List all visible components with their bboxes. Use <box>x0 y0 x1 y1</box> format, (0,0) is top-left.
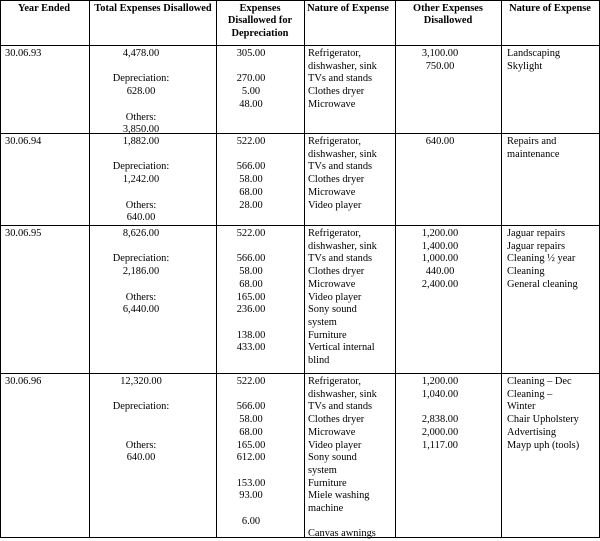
nature-cell: Canvas awnings <box>308 528 376 540</box>
nature-cell: Miele washing <box>308 490 370 502</box>
nature-cell: Refrigerator, <box>308 48 361 59</box>
nature-cell: Sony sound <box>308 304 357 316</box>
total-cell: 6,440.00 <box>122 304 160 316</box>
depreciation-cell: 165.00 <box>236 439 266 451</box>
nature-cell: Video player <box>308 291 362 303</box>
total-cell: 1,882.00 <box>122 136 160 147</box>
total-cell: 2,186.00 <box>122 266 160 278</box>
nature2-cell: Jaguar repairs <box>507 228 565 239</box>
depreciation-cell: 93.00 <box>239 490 263 502</box>
depreciation-cell: 522.00 <box>236 376 266 387</box>
depreciation-cell: 522.00 <box>236 228 266 239</box>
total-cell: Others: <box>125 111 157 123</box>
nature-cell: system <box>308 464 337 476</box>
other-cell: 2,838.00 <box>421 414 459 426</box>
nature2-cell: Cleaning <box>507 266 545 278</box>
nature-cell: Furniture <box>308 477 347 489</box>
header-nature-2: Nature of Expense <box>509 3 591 14</box>
depreciation-cell: 5.00 <box>241 86 261 98</box>
nature2-cell: Chair Upholstery <box>507 414 579 426</box>
other-cell: 440.00 <box>425 266 455 278</box>
other-cell: 1,200.00 <box>421 228 459 239</box>
depreciation-cell: 566.00 <box>236 161 266 173</box>
other-cell: 1,040.00 <box>421 388 459 400</box>
nature-cell: system <box>308 316 337 328</box>
nature2-cell: Skylight <box>507 60 543 72</box>
nature-cell: Vertical internal <box>308 342 375 354</box>
nature-cell: Microwave <box>308 98 356 110</box>
other-cell: 750.00 <box>425 60 455 72</box>
nature-cell: TVs and stands <box>308 161 373 173</box>
nature2-cell: Repairs and <box>507 136 557 147</box>
nature-cell: dishwasher, sink <box>308 60 377 72</box>
header-depreciation: Expenses Disallowed for Depreciation <box>227 3 293 39</box>
total-cell: Depreciation: <box>112 253 170 265</box>
total-cell: Others: <box>125 439 157 451</box>
depreciation-cell: 28.00 <box>239 199 263 211</box>
total-cell: 1,242.00 <box>122 174 160 186</box>
depreciation-cell: 138.00 <box>236 329 266 341</box>
depreciation-cell: 270.00 <box>236 73 266 85</box>
depreciation-cell: 305.00 <box>236 48 266 59</box>
nature-cell: Microwave <box>308 426 356 438</box>
nature-cell: Microwave <box>308 186 356 198</box>
nature-cell: Refrigerator, <box>308 228 361 239</box>
year-cell: 30.06.96 <box>5 376 42 387</box>
header-nature-1: Nature of Expense <box>307 3 389 14</box>
nature-cell: Sony sound <box>308 452 357 464</box>
year-cell: 30.06.94 <box>5 136 42 147</box>
header-other: Other Expenses Disallowed <box>413 3 483 27</box>
year-cell: 30.06.95 <box>5 228 42 239</box>
depreciation-cell: 522.00 <box>236 136 266 147</box>
depreciation-cell: 236.00 <box>236 304 266 316</box>
total-cell: 12,320.00 <box>120 376 162 387</box>
total-cell: Depreciation: <box>112 401 170 413</box>
nature2-cell: Winter <box>507 401 536 413</box>
nature-cell: Clothes dryer <box>308 414 365 426</box>
depreciation-cell: 612.00 <box>236 452 266 464</box>
nature2-cell: Cleaning ½ year <box>507 253 576 265</box>
total-cell: Depreciation: <box>112 73 170 85</box>
other-cell: 1,000.00 <box>421 253 459 265</box>
depreciation-cell: 58.00 <box>239 174 263 186</box>
depreciation-cell: 68.00 <box>239 426 263 438</box>
nature-cell: TVs and stands <box>308 253 373 265</box>
depreciation-cell: 433.00 <box>236 342 266 354</box>
nature-cell: Microwave <box>308 278 356 290</box>
nature-cell: Video player <box>308 439 362 451</box>
nature2-cell: Landscaping <box>507 48 561 59</box>
header-year: Year Ended <box>17 3 71 14</box>
total-cell: 640.00 <box>126 452 156 464</box>
total-cell: Others: <box>125 291 157 303</box>
nature-cell: dishwasher, sink <box>308 148 377 160</box>
nature2-cell: Advertising <box>507 426 557 438</box>
nature-cell: Refrigerator, <box>308 136 361 147</box>
nature-cell: Refrigerator, <box>308 376 361 387</box>
depreciation-cell: 68.00 <box>239 278 263 290</box>
depreciation-cell: 58.00 <box>239 266 263 278</box>
other-cell: 2,400.00 <box>421 278 459 290</box>
nature2-cell: General cleaning <box>507 278 578 290</box>
depreciation-cell: 58.00 <box>239 414 263 426</box>
header-total: Total Expenses Disallowed <box>94 3 212 14</box>
other-cell: 1,400.00 <box>421 240 459 252</box>
nature2-cell: Jaguar repairs <box>507 240 565 252</box>
depreciation-cell: 48.00 <box>239 98 263 110</box>
year-cell: 30.06.93 <box>5 48 42 59</box>
depreciation-cell: 68.00 <box>239 186 263 198</box>
nature-cell: Video player <box>308 199 362 211</box>
total-cell: 3,850.00 <box>122 124 160 136</box>
depreciation-cell: 153.00 <box>236 477 266 489</box>
nature-cell: Clothes dryer <box>308 266 365 278</box>
nature-cell: Clothes dryer <box>308 86 365 98</box>
nature-cell: Furniture <box>308 329 347 341</box>
nature-cell: blind <box>308 355 330 366</box>
total-cell: Depreciation: <box>112 161 170 173</box>
nature-cell: dishwasher, sink <box>308 388 377 400</box>
depreciation-cell: 165.00 <box>236 291 266 303</box>
total-cell: 628.00 <box>126 86 156 98</box>
other-cell: 2,000.00 <box>421 426 459 438</box>
total-cell: 4,478.00 <box>122 48 160 59</box>
other-cell: 1,117.00 <box>422 439 458 451</box>
other-cell: 640.00 <box>425 136 455 147</box>
nature2-cell: Mayp uph (tools) <box>507 439 580 451</box>
nature-cell: Clothes dryer <box>308 174 365 186</box>
total-cell: Others: <box>125 199 157 211</box>
depreciation-cell: 6.00 <box>241 515 261 527</box>
other-cell: 3,100.00 <box>421 48 459 59</box>
nature-cell: TVs and stands <box>308 401 373 413</box>
depreciation-cell: 566.00 <box>236 253 266 265</box>
nature2-cell: maintenance <box>507 148 560 160</box>
nature-cell: TVs and stands <box>308 73 373 85</box>
total-cell: 640.00 <box>126 212 156 224</box>
nature-cell: machine <box>308 503 344 514</box>
nature2-cell: Cleaning – Dec <box>507 376 572 387</box>
depreciation-cell: 566.00 <box>236 401 266 413</box>
nature2-cell: Cleaning – <box>507 388 553 400</box>
nature-cell: dishwasher, sink <box>308 240 377 252</box>
total-cell: 8,626.00 <box>122 228 160 239</box>
other-cell: 1,200.00 <box>421 376 459 387</box>
